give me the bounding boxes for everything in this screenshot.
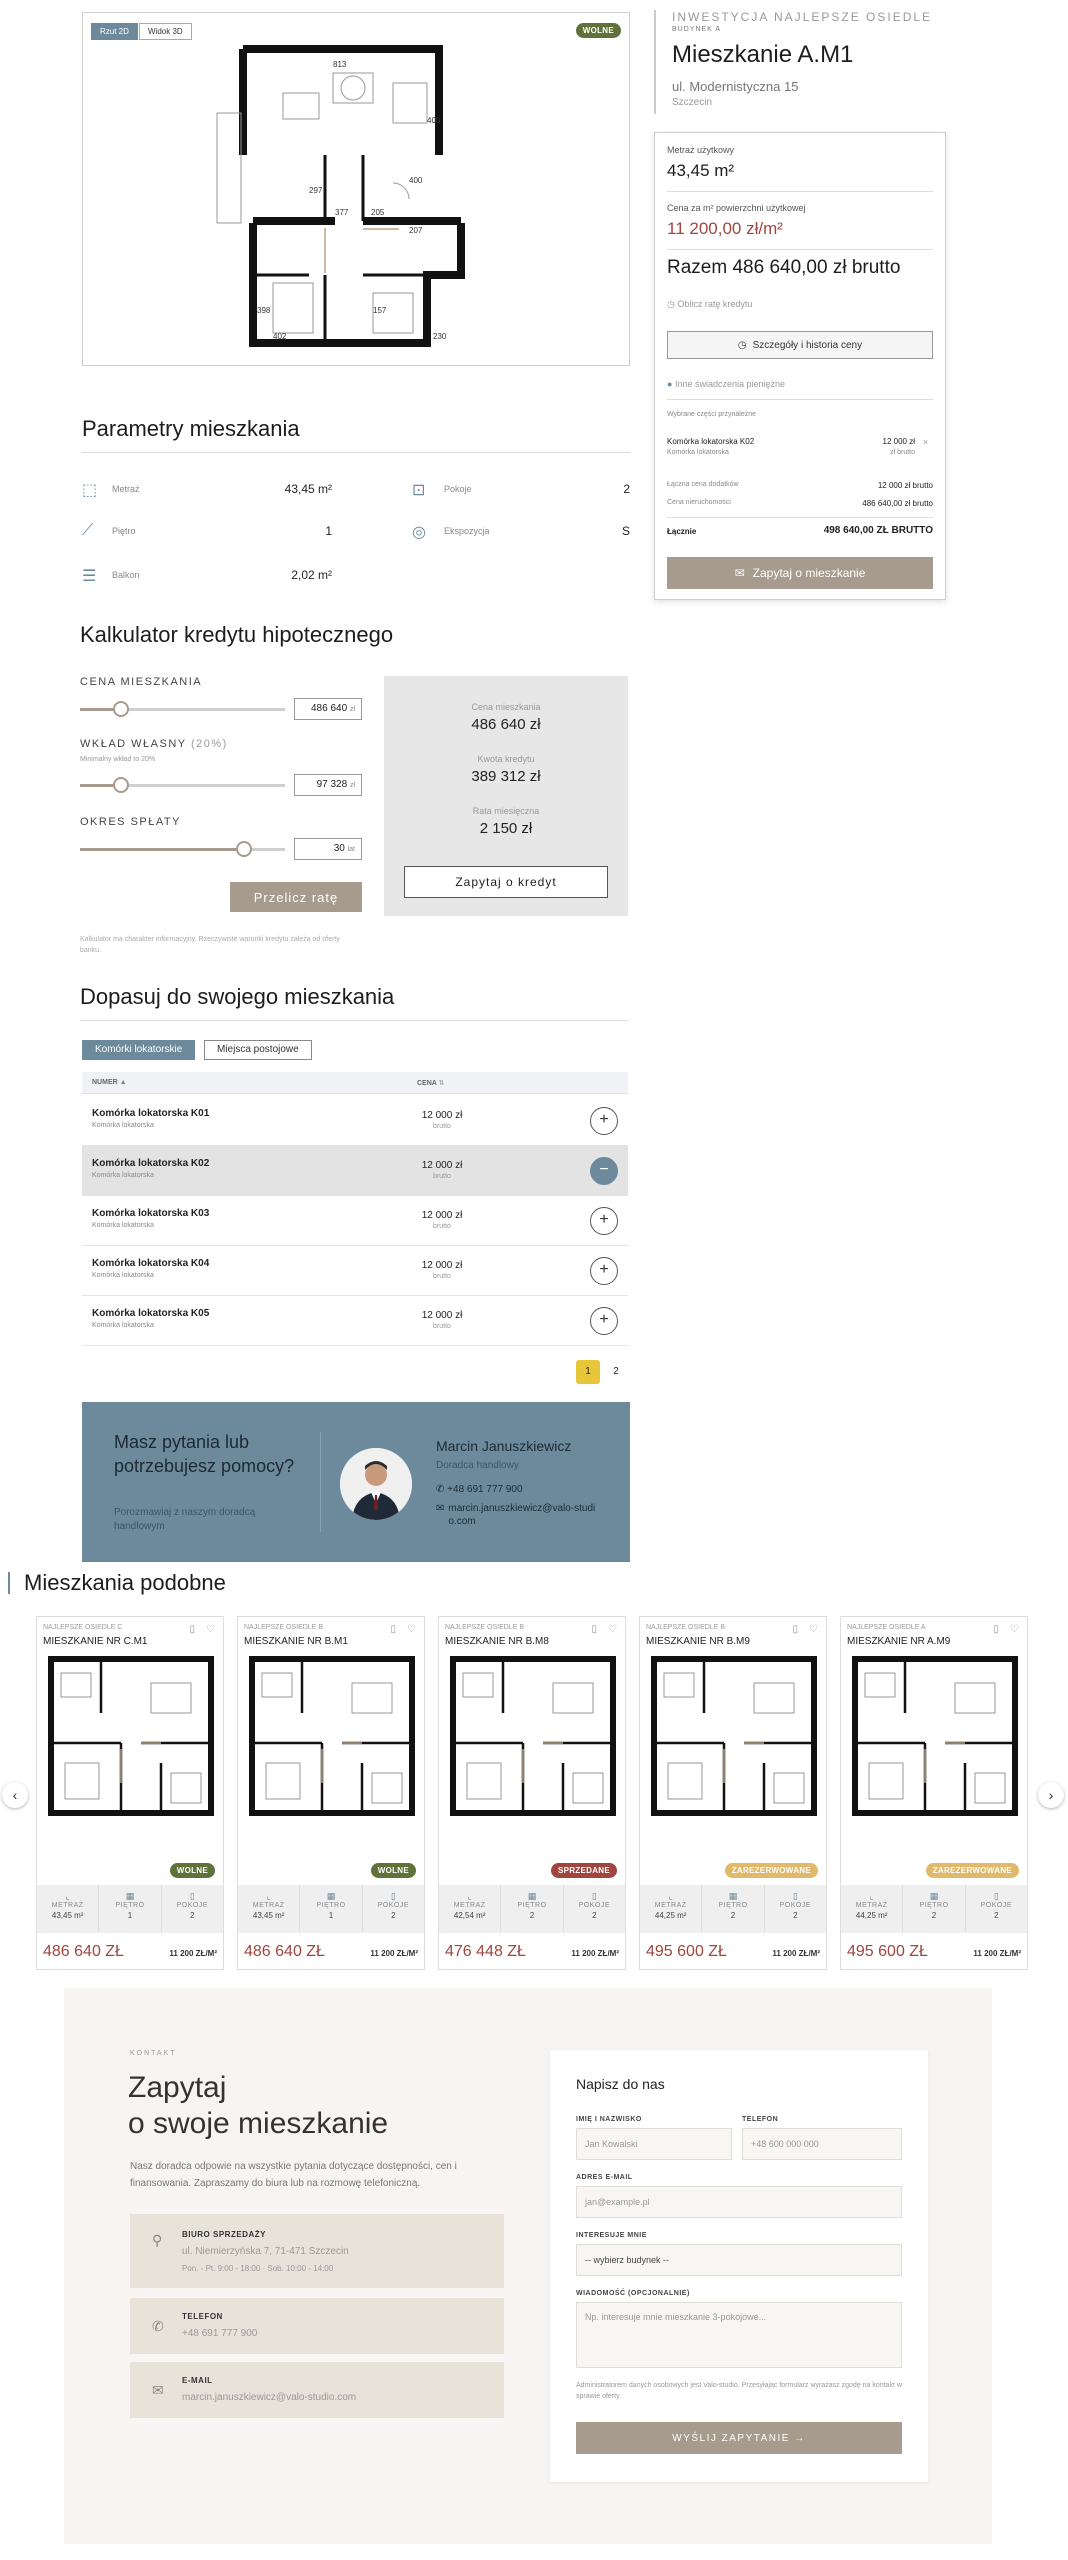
card-status-badge: WOLNE xyxy=(170,1863,215,1878)
card-price: 495 600 ZŁ xyxy=(646,1943,727,1960)
card-investment: NAJLEPSZE OSIEDLE xyxy=(445,1624,518,1631)
floor-icon: ▦ xyxy=(929,1891,939,1901)
clock-icon: ◷ xyxy=(737,339,747,351)
form-title: Napisz do nas xyxy=(576,2076,665,2092)
stat-label: POKOJE xyxy=(176,1902,209,1909)
plan-dim: 400 xyxy=(409,176,423,185)
ask-apartment-button[interactable] xyxy=(667,557,933,589)
view-3d-button[interactable]: Widok 3D xyxy=(139,23,192,40)
price-unit: zł xyxy=(349,706,355,713)
contact-title-line2: o swoje mieszkanie xyxy=(128,2107,389,2140)
stat-value: 2 xyxy=(793,1911,798,1920)
price-slider-label: CENA MIESZKANIA xyxy=(80,676,203,688)
card-investment: NAJLEPSZE OSIEDLE xyxy=(244,1624,317,1631)
floor-plan-panel xyxy=(82,12,630,366)
floor-icon: ▦ xyxy=(728,1891,738,1901)
params-title: Parametry mieszkania xyxy=(82,416,300,441)
stat-value: 2 xyxy=(592,1911,597,1920)
floor-icon: ▦ xyxy=(326,1891,336,1901)
card-status-badge: ZAREZERWOWANE xyxy=(926,1863,1019,1878)
area-icon: ⌞ xyxy=(869,1891,874,1901)
stat-value: 43,45 m² xyxy=(51,1911,84,1920)
heart-icon[interactable]: ♡ xyxy=(407,1624,416,1635)
apt-price-value: 486 640,00 zł brutto xyxy=(862,499,933,508)
other-fees-link[interactable] xyxy=(667,379,785,389)
card-price: 476 448 ZŁ xyxy=(445,1943,526,1960)
summary-rate-label: Rata miesięczna xyxy=(472,806,540,816)
ppm-label: Cena za m² powierzchni użytkowej xyxy=(667,203,806,213)
card-status-badge: WOLNE xyxy=(371,1863,416,1878)
row-sub: Komórka lokatorska xyxy=(92,1322,154,1329)
param-value: 2,02 m² xyxy=(291,568,332,582)
add-button[interactable]: + xyxy=(590,1107,618,1135)
advisor-banner xyxy=(82,1402,630,1562)
card-floor-plan xyxy=(41,1653,221,1819)
down-note: Minimalny wkład to 20% xyxy=(80,756,156,763)
price-history-label: Szczegóły i historia ceny xyxy=(752,339,863,351)
rooms-icon: ⊡ xyxy=(412,482,426,499)
ask-loan-button[interactable]: Zapytaj o kredyt xyxy=(404,866,608,898)
area-label: Metraż użytkowy xyxy=(667,145,735,155)
down-label-text: WKŁAD WŁASNY xyxy=(80,738,187,750)
card-building: B xyxy=(318,1624,323,1631)
row-name: Komórka lokatorska K02 xyxy=(92,1158,210,1169)
stat-value: 44,25 m² xyxy=(654,1911,687,1920)
card-price-per-m2: 11 200 ZŁ/M² xyxy=(973,1949,1021,1958)
apartment-card[interactable] xyxy=(237,1616,425,1970)
card-kicker xyxy=(244,1624,323,1631)
card-stats xyxy=(841,1885,1027,1933)
row-sub: Komórka lokatorska xyxy=(92,1272,154,1279)
similar-title: Mieszkania podobne xyxy=(24,1570,226,1595)
row-sub: Komórka lokatorska xyxy=(92,1122,154,1129)
compare-icon[interactable]: ▯ xyxy=(189,1624,195,1635)
plan-dim: 398 xyxy=(257,306,271,315)
consent-text: Administratorem danych osobowych jest Valo-studio. Przesyłając formularz wyrażasz zgodę na kontakt w sprawie oferty. xyxy=(576,2382,902,2400)
card-floor-plan xyxy=(443,1653,623,1819)
stat-value: 2 xyxy=(994,1911,999,1920)
add-button[interactable]: + xyxy=(590,1307,618,1335)
col-number-label: NUMER xyxy=(92,1079,118,1086)
col-number[interactable] xyxy=(92,1079,127,1086)
street-address: ul. Modernistyczna 15 xyxy=(672,79,799,94)
stat-label: METRAŻ xyxy=(855,1902,888,1909)
plan-dim: 157 xyxy=(373,306,387,315)
carousel-next-button[interactable]: › xyxy=(1038,1782,1064,1808)
term-slider-fill xyxy=(80,848,244,851)
term-input-value: 30 xyxy=(333,843,345,854)
phone-value: +48 691 777 900 xyxy=(182,2328,258,2339)
row-price-sub: brutto xyxy=(433,1123,451,1130)
down-slider-label xyxy=(80,738,228,750)
extras-heading: Wybrane części przynależne xyxy=(667,411,757,418)
down-input-value: 97 328 xyxy=(316,779,348,790)
message-input[interactable]: Np. interesuje mnie mieszkanie 3-pokojowe... xyxy=(576,2302,902,2368)
card-kicker xyxy=(847,1624,926,1631)
name-input[interactable]: Jan Kowalski xyxy=(576,2128,732,2160)
investment-name: INWESTYCJA NAJLEPSZE OSIEDLE xyxy=(672,10,933,24)
extra-sub: Komórka lokatorska xyxy=(667,449,729,456)
grand-total-value: 498 640,00 ZŁ BRUTTO xyxy=(823,525,933,536)
card-title: MIESZKANIE NR B.M8 xyxy=(445,1636,549,1647)
plan-dim: 813 xyxy=(333,60,347,69)
floor-icon: ⟋ xyxy=(82,522,94,539)
other-fees-label: Inne świadczenia pieniężne xyxy=(674,379,786,389)
param-value: 1 xyxy=(325,524,332,538)
phone-label: TELEFON xyxy=(742,2116,779,2123)
building-label: BUDYNEK A xyxy=(672,26,722,33)
card-title: MIESZKANIE NR B.M9 xyxy=(646,1636,750,1647)
area-icon: ⌞ xyxy=(467,1891,472,1901)
page-1-button[interactable]: 1 xyxy=(576,1360,600,1384)
stat-label: METRAŻ xyxy=(51,1902,84,1909)
row-price: 12 000 zł xyxy=(421,1160,463,1171)
row-price-sub: brutto xyxy=(433,1223,451,1230)
card-title: MIESZKANIE NR C.M1 xyxy=(43,1636,148,1647)
card-price-per-m2: 11 200 ZŁ/M² xyxy=(370,1949,418,1958)
card-kicker xyxy=(43,1624,122,1631)
price-card xyxy=(654,132,946,600)
card-stats xyxy=(640,1885,826,1933)
contact-kicker: KONTAKT xyxy=(130,2050,177,2057)
extra-name: Komórka lokatorska K02 xyxy=(667,437,755,446)
card-floor-plan xyxy=(644,1653,824,1819)
advisor-email-text: marcin.januszkiewicz@valo-studio.com xyxy=(448,1503,596,1527)
door-icon: ▯ xyxy=(792,1891,798,1901)
plan-dim: 402 xyxy=(273,332,287,341)
card-investment: NAJLEPSZE OSIEDLE xyxy=(43,1624,116,1631)
price-history-button[interactable] xyxy=(667,331,933,359)
card-title: MIESZKANIE NR A.M9 xyxy=(847,1636,951,1647)
heart-icon[interactable]: ♡ xyxy=(809,1624,818,1635)
advisor-avatar xyxy=(340,1448,412,1520)
summary-price: 486 640 zł xyxy=(471,716,541,733)
row-sub: Komórka lokatorska xyxy=(92,1222,154,1229)
row-price-sub: brutto xyxy=(433,1273,451,1280)
heart-icon[interactable]: ♡ xyxy=(1010,1624,1019,1635)
phone-input[interactable]: +48 600 000 000 xyxy=(742,2128,902,2160)
sort-icon: ▲ xyxy=(119,1079,127,1086)
row-price-sub: brutto xyxy=(433,1173,451,1180)
card-status-badge: SPRZEDANE xyxy=(551,1863,617,1878)
sum-extras-value: 12 000 zł brutto xyxy=(877,481,933,490)
area-value: 43,45 m² xyxy=(667,161,735,180)
term-slider[interactable] xyxy=(80,848,285,851)
extras-title: Dopasuj do swojego mieszkania xyxy=(80,984,395,1009)
mail-icon: ✉ xyxy=(734,566,745,580)
calc-link-label: Oblicz ratę kredytu xyxy=(677,299,753,309)
down-pct: (20%) xyxy=(191,738,228,750)
contact-form xyxy=(550,2050,928,2482)
carousel-prev-button[interactable]: ‹ xyxy=(2,1782,28,1808)
advisor-name: Marcin Januszkiewicz xyxy=(436,1438,572,1454)
calc-link[interactable] xyxy=(667,299,752,310)
compare-icon[interactable]: ▯ xyxy=(993,1624,999,1635)
area-icon: ⌞ xyxy=(668,1891,673,1901)
total-price: Razem 486 640,00 zł brutto xyxy=(667,257,901,278)
advisor-question: Masz pytania lub potrzebujesz pomocy? xyxy=(114,1432,295,1476)
office-box xyxy=(130,2214,504,2288)
row-price: 12 000 zł xyxy=(421,1110,463,1121)
email-value: marcin.januszkiewicz@valo-studio.com xyxy=(182,2392,357,2403)
info-icon: ● xyxy=(667,379,675,389)
compare-icon[interactable]: ▯ xyxy=(390,1624,396,1635)
advisor-email[interactable] xyxy=(436,1502,596,1528)
door-icon: ▯ xyxy=(189,1891,195,1901)
clock-icon: ◷ xyxy=(667,299,678,309)
contact-title xyxy=(128,2070,388,2142)
table-row xyxy=(82,1296,628,1346)
term-input[interactable] xyxy=(294,838,362,860)
plan-dim: 207 xyxy=(409,226,423,235)
stat-value: 2 xyxy=(730,1911,736,1920)
table-header xyxy=(82,1072,628,1094)
plan-dim: 377 xyxy=(335,208,349,217)
compare-icon[interactable]: ▯ xyxy=(591,1624,597,1635)
stat-label: POKOJE xyxy=(578,1902,611,1909)
row-name: Komórka lokatorska K01 xyxy=(92,1108,210,1119)
down-unit: zł xyxy=(349,782,355,789)
ppm-value: 11 200,00 zł/m² xyxy=(667,219,783,238)
tab-parking[interactable]: Miejsca postojowe xyxy=(204,1040,312,1060)
office-label: BIURO SPRZEDAŻY xyxy=(182,2230,266,2239)
message-label: WIADOMOŚĆ (OPCJONALNIE) xyxy=(576,2290,690,2297)
balcony-icon: ☰ xyxy=(82,568,97,585)
col-price[interactable] xyxy=(417,1079,444,1087)
phone-icon: ✆ xyxy=(436,1484,448,1495)
view-2d-button[interactable]: Rzut 2D xyxy=(91,23,138,40)
phone-box[interactable] xyxy=(130,2298,504,2354)
door-icon: ▯ xyxy=(591,1891,597,1901)
tab-storage-rooms[interactable]: Komórki lokatorskie xyxy=(82,1040,195,1060)
card-building: B xyxy=(720,1624,725,1631)
apartment-card[interactable] xyxy=(438,1616,626,1970)
area-icon: ⬚ xyxy=(82,482,98,499)
param-value: S xyxy=(621,524,630,538)
calc-disclaimer: Kalkulator ma charakter informacyjny. Rzeczywiste warunki kredytu zależą od oferty banku. xyxy=(80,936,340,954)
down-slider-knob[interactable] xyxy=(113,777,129,793)
row-sub: Komórka lokatorska xyxy=(92,1172,154,1179)
phone-icon: ✆ xyxy=(152,2318,164,2334)
stat-value: 2 xyxy=(529,1911,535,1920)
ask-apartment-label: Zapytaj o mieszkanie xyxy=(752,566,866,580)
apartment-card[interactable] xyxy=(639,1616,827,1970)
term-unit: lat xyxy=(347,846,355,853)
stat-value: 1 xyxy=(127,1911,133,1920)
card-price-per-m2: 11 200 ZŁ/M² xyxy=(772,1949,820,1958)
recalculate-button[interactable]: Przelicz ratę xyxy=(230,882,362,912)
row-name: Komórka lokatorska K04 xyxy=(92,1258,210,1269)
apartment-card[interactable] xyxy=(36,1616,224,1970)
stat-label: PIĘTRO xyxy=(718,1902,748,1909)
param-value: 2 xyxy=(623,482,630,496)
row-price: 12 000 zł xyxy=(421,1310,463,1321)
email-label: ADRES E-MAIL xyxy=(576,2174,633,2181)
param-label: Metraż xyxy=(112,484,140,494)
sort-icon: ⇅ xyxy=(438,1080,445,1087)
card-price-per-m2: 11 200 ZŁ/M² xyxy=(169,1949,217,1958)
card-price-per-m2: 11 200 ZŁ/M² xyxy=(571,1949,619,1958)
card-price: 486 640 ZŁ xyxy=(244,1943,325,1960)
stat-label: PIĘTRO xyxy=(919,1902,949,1909)
office-address: ul. Niemierzyńska 7, 71-471 Szczecin xyxy=(182,2246,349,2257)
status-badge: WOLNE xyxy=(576,23,621,38)
price-slider-knob[interactable] xyxy=(113,701,129,717)
term-slider-label: OKRES SPŁATY xyxy=(80,816,181,828)
card-stats xyxy=(439,1885,625,1933)
interest-select[interactable]: -- wybierz budynek -- xyxy=(576,2244,902,2276)
down-input[interactable] xyxy=(294,774,362,796)
col-price-label: CENA xyxy=(417,1080,437,1087)
param-value: 43,45 m² xyxy=(284,482,332,496)
row-price-sub: brutto xyxy=(433,1323,451,1330)
location-icon: ⚲ xyxy=(152,2232,163,2248)
row-price: 12 000 zł xyxy=(421,1210,463,1221)
param-label: Ekspozycja xyxy=(444,526,490,536)
summary-rate: 2 150 zł xyxy=(479,820,533,837)
row-name: Komórka lokatorska K03 xyxy=(92,1208,210,1219)
table-row xyxy=(82,1246,628,1296)
summary-price-label: Cena mieszkania xyxy=(471,702,541,712)
card-stats xyxy=(37,1885,223,1933)
plan-dim: 230 xyxy=(433,332,447,341)
card-floor-plan xyxy=(242,1653,422,1819)
name-label: IMIĘ I NAZWISKO xyxy=(576,2116,642,2123)
floor-icon: ▦ xyxy=(527,1891,537,1901)
plan-dim: 400 xyxy=(427,116,441,125)
card-building: A xyxy=(920,1624,926,1631)
stat-label: METRAŻ xyxy=(252,1902,285,1909)
door-icon: ▯ xyxy=(390,1891,396,1901)
compare-icon[interactable]: ▯ xyxy=(792,1624,798,1635)
contact-title-line1: Zapytaj xyxy=(128,2071,227,2104)
stat-label: POKOJE xyxy=(377,1902,410,1909)
stat-value: 2 xyxy=(190,1911,195,1920)
plan-dim: 205 xyxy=(371,208,385,217)
price-input-value: 486 640 xyxy=(311,703,348,714)
door-icon: ▯ xyxy=(993,1891,999,1901)
page-2-button[interactable]: 2 xyxy=(613,1366,619,1377)
plan-dim: 297 xyxy=(309,186,323,195)
table-row xyxy=(82,1096,628,1146)
office-hours: Pon. - Pt. 9:00 - 18:00 · Sob. 10:00 - 14:00 xyxy=(182,2264,334,2273)
param-label: Piętro xyxy=(112,526,136,536)
apartment-card[interactable] xyxy=(840,1616,1028,1970)
price-slider[interactable] xyxy=(80,708,285,711)
card-stats xyxy=(238,1885,424,1933)
mail-icon: ✉ xyxy=(436,1503,445,1514)
add-button[interactable]: + xyxy=(590,1207,618,1235)
row-name: Komórka lokatorska K05 xyxy=(92,1308,210,1319)
card-price: 486 640 ZŁ xyxy=(43,1943,124,1960)
advisor-sub: Porozmawiaj z naszym doradcą handlowym xyxy=(114,1507,256,1532)
submit-button[interactable]: WYŚLIJ ZAPYTANIE → xyxy=(576,2422,902,2454)
contact-intro: Nasz doradca odpowie na wszystkie pytania dotyczące dostępności, cen i finansowania. Zapraszamy do biura lub na rozmowę telefoniczną. xyxy=(130,2161,457,2189)
stat-value: 2 xyxy=(391,1911,396,1920)
params-grid xyxy=(82,476,630,596)
calc-title: Kalkulator kredytu hipotecznego xyxy=(80,622,394,647)
card-price: 495 600 ZŁ xyxy=(847,1943,928,1960)
stat-label: PIĘTRO xyxy=(517,1902,547,1909)
area-icon: ⌞ xyxy=(266,1891,271,1901)
card-kicker xyxy=(445,1624,524,1631)
stat-label: PIĘTRO xyxy=(316,1902,346,1909)
card-kicker xyxy=(646,1624,725,1631)
summary-loan: 389 312 zł xyxy=(471,768,541,785)
stat-label: METRAŻ xyxy=(654,1902,687,1909)
compass-icon: ◎ xyxy=(412,524,426,541)
card-investment: NAJLEPSZE OSIEDLE xyxy=(646,1624,719,1631)
row-price: 12 000 zł xyxy=(421,1260,463,1271)
term-slider-knob[interactable] xyxy=(236,841,252,857)
stat-value: 42,54 m² xyxy=(453,1911,486,1920)
table-row xyxy=(82,1146,628,1196)
down-slider[interactable] xyxy=(80,784,285,787)
stat-value: 43,45 m² xyxy=(252,1911,285,1920)
sum-extras-label: Łączna cena dodatków xyxy=(667,481,739,488)
stat-label: POKOJE xyxy=(779,1902,812,1909)
email-box[interactable] xyxy=(130,2362,504,2418)
area-icon: ⌞ xyxy=(65,1891,70,1901)
email-label: E-MAIL xyxy=(182,2376,213,2385)
interest-label: INTERESUJE MNIE xyxy=(576,2232,647,2239)
apartment-header xyxy=(654,10,954,108)
page-title: Mieszkanie A.M1 xyxy=(672,41,854,68)
phone-label: TELEFON xyxy=(182,2312,223,2321)
grand-total-label: Łącznie xyxy=(667,527,697,536)
card-floor-plan xyxy=(845,1653,1025,1819)
card-investment: NAJLEPSZE OSIEDLE xyxy=(847,1624,920,1631)
email-input[interactable]: jan@example.pl xyxy=(576,2186,902,2218)
extra-price: 12 000 zł xyxy=(882,437,915,446)
remove-extra-icon[interactable]: × xyxy=(923,437,929,447)
avatar-photo xyxy=(340,1448,412,1520)
card-status-badge: ZAREZERWOWANE xyxy=(725,1863,818,1878)
calc-summary xyxy=(384,676,628,916)
card-building: B xyxy=(519,1624,524,1631)
param-label: Balkon xyxy=(112,570,140,580)
calc-inputs xyxy=(80,672,362,962)
city: Szczecin xyxy=(672,97,713,108)
price-input[interactable] xyxy=(294,698,362,720)
param-label: Pokoje xyxy=(444,484,472,494)
table-row xyxy=(82,1196,628,1246)
mail-icon: ✉ xyxy=(152,2382,164,2398)
stat-label: POKOJE xyxy=(980,1902,1013,1909)
extra-price-sub: zł brutto xyxy=(890,449,915,456)
summary-loan-label: Kwota kredytu xyxy=(477,754,535,764)
stat-value: 1 xyxy=(328,1911,334,1920)
advisor-phone-text: +48 691 777 900 xyxy=(447,1484,523,1495)
stat-value: 2 xyxy=(931,1911,937,1920)
floor-icon: ▦ xyxy=(125,1891,135,1901)
stat-label: PIĘTRO xyxy=(115,1902,145,1909)
floor-plan-drawing xyxy=(213,43,513,353)
stat-label: METRAŻ xyxy=(453,1902,486,1909)
remove-button[interactable]: − xyxy=(590,1157,618,1185)
add-button[interactable]: + xyxy=(590,1257,618,1285)
heart-icon[interactable]: ♡ xyxy=(608,1624,617,1635)
advisor-role: Doradca handlowy xyxy=(436,1460,519,1471)
advisor-phone[interactable] xyxy=(436,1484,523,1495)
stat-value: 44,25 m² xyxy=(855,1911,888,1920)
heart-icon[interactable]: ♡ xyxy=(206,1624,215,1635)
apt-price-label: Cena nieruchomości xyxy=(667,499,731,506)
card-title: MIESZKANIE NR B.M1 xyxy=(244,1636,348,1647)
card-building: C xyxy=(117,1624,123,1631)
